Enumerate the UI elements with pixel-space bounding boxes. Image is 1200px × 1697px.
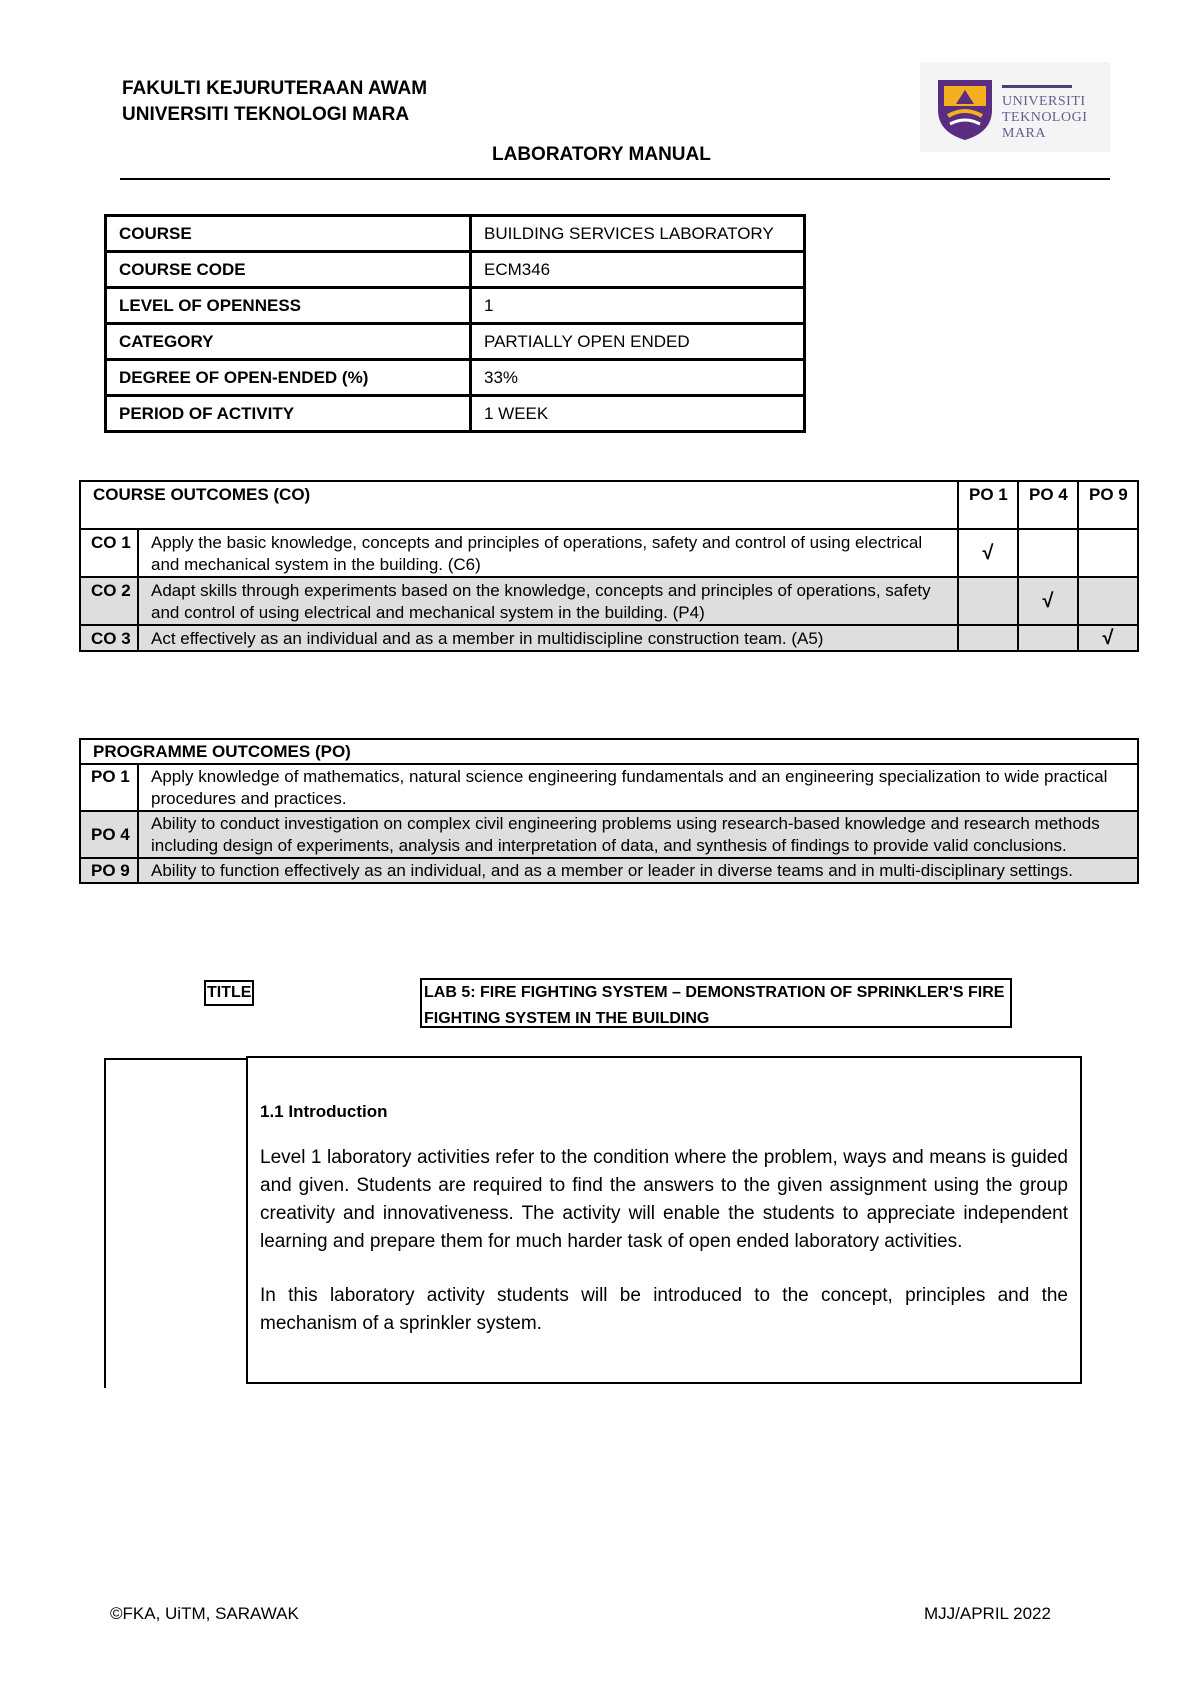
intro-margin-column: [104, 1058, 248, 1388]
info-value: BUILDING SERVICES LABORATORY: [471, 216, 805, 252]
co-check: [1018, 625, 1078, 651]
co-row: [80, 625, 1138, 651]
info-key: DEGREE OF OPEN-ENDED (%): [106, 360, 471, 396]
co-row: [80, 577, 1138, 625]
co-row: [80, 529, 1138, 577]
co-header-row: [80, 481, 1138, 529]
po-text: Ability to function effectively as an individual, and as a member or leader in diverse teams and in multi-disciplinary settings.: [138, 858, 1138, 883]
po-text: Apply knowledge of mathematics, natural science engineering fundamentals and an engineering specialization to wide practical procedures and practices.: [138, 764, 1138, 811]
logo-line-3: MARA: [1002, 126, 1047, 141]
info-row: [106, 288, 805, 324]
po-id: PO 1: [80, 764, 138, 811]
po-heading: PROGRAMME OUTCOMES (PO): [80, 739, 1138, 764]
co-text: Adapt skills through experiments based on the knowledge, concepts and principles of operations, safety and control of using electrical and mechanical system in the building. (P4): [138, 577, 958, 625]
info-value: 1: [471, 288, 805, 324]
lab-title: LAB 5: FIRE FIGHTING SYSTEM – DEMONSTRATION OF SPRINKLER'S FIRE FIGHTING SYSTEM IN THE BUILDING: [420, 978, 1012, 1028]
co-po-header: PO 4: [1018, 481, 1078, 529]
footer-copyright: ©FKA, UiTM, SARAWAK: [110, 1604, 299, 1623]
info-value: 33%: [471, 360, 805, 396]
co-check: √: [1078, 625, 1138, 651]
co-po-header: PO 1: [958, 481, 1018, 529]
info-row: [106, 252, 805, 288]
co-text: Act effectively as an individual and as a member in multidiscipline construction team. (A5): [138, 625, 958, 651]
introduction-section: [246, 1056, 1082, 1384]
course-outcomes-table: [79, 480, 1139, 652]
logo-wordmark: ▬▬▬▬▬▬▬ UNIVERSITI TEKNOLOGI MARA: [1002, 80, 1088, 141]
info-key: CATEGORY: [106, 324, 471, 360]
co-id: CO 2: [80, 577, 138, 625]
po-row: [80, 811, 1138, 858]
info-row: [106, 396, 805, 432]
faculty-name: FAKULTI KEJURUTERAAN AWAM: [122, 78, 428, 99]
course-info-table: [104, 214, 806, 433]
po-header-row: [80, 739, 1138, 764]
title-label: TITLE: [204, 980, 254, 1006]
co-id: CO 1: [80, 529, 138, 577]
uitm-crest-icon: [934, 76, 996, 142]
co-check: [1078, 577, 1138, 625]
intro-heading: 1.1 Introduction: [260, 1102, 388, 1121]
co-po-header: PO 9: [1078, 481, 1138, 529]
university-name: UNIVERSITI TEKNOLOGI MARA: [122, 104, 410, 125]
info-key: PERIOD OF ACTIVITY: [106, 396, 471, 432]
info-value: PARTIALLY OPEN ENDED: [471, 324, 805, 360]
intro-paragraph-1: Level 1 laboratory activities refer to the condition where the problem, ways and means is guided and given. Students are required to find the answers to the given assignment using the group creativity and innovativeness. The activity will enable the students to appreciate independent learning and prepare them for much harder task of open ended laboratory activities.: [260, 1147, 1068, 1252]
co-check: [958, 625, 1018, 651]
info-row: [106, 216, 805, 252]
info-key: LEVEL OF OPENNESS: [106, 288, 471, 324]
co-check: √: [958, 529, 1018, 577]
info-value: ECM346: [471, 252, 805, 288]
po-row: [80, 858, 1138, 883]
co-check: [1078, 529, 1138, 577]
programme-outcomes-table: [79, 738, 1139, 884]
info-key: COURSE CODE: [106, 252, 471, 288]
info-row: [106, 360, 805, 396]
co-check: [1018, 529, 1078, 577]
footer-date: MJJ/APRIL 2022: [924, 1604, 1051, 1623]
university-logo: [920, 62, 1110, 152]
po-id: PO 9: [80, 858, 138, 883]
po-text: Ability to conduct investigation on complex civil engineering problems using research-based knowledge and research methods including design of experiments, analysis and interpretation of data, and synthesis of findings to provide valid conclusions.: [138, 811, 1138, 858]
header-divider: [120, 178, 1110, 180]
co-id: CO 3: [80, 625, 138, 651]
logo-line-2: TEKNOLOGI: [1002, 110, 1088, 125]
faculty-heading: [122, 76, 427, 128]
co-heading: COURSE OUTCOMES (CO): [80, 481, 958, 529]
info-key: COURSE: [106, 216, 471, 252]
co-text: Apply the basic knowledge, concepts and principles of operations, safety and control of using electrical and mechanical system in the building. (C6): [138, 529, 958, 577]
po-row: [80, 764, 1138, 811]
co-check: √: [1018, 577, 1078, 625]
po-id: PO 4: [80, 811, 138, 858]
intro-paragraph-2: In this laboratory activity students will be introduced to the concept, principles and the mechanism of a sprinkler system.: [260, 1285, 1068, 1334]
logo-line-1: UNIVERSITI: [1002, 94, 1086, 109]
info-row: [106, 324, 805, 360]
info-value: 1 WEEK: [471, 396, 805, 432]
document-title: LABORATORY MANUAL: [492, 144, 711, 165]
co-check: [958, 577, 1018, 625]
